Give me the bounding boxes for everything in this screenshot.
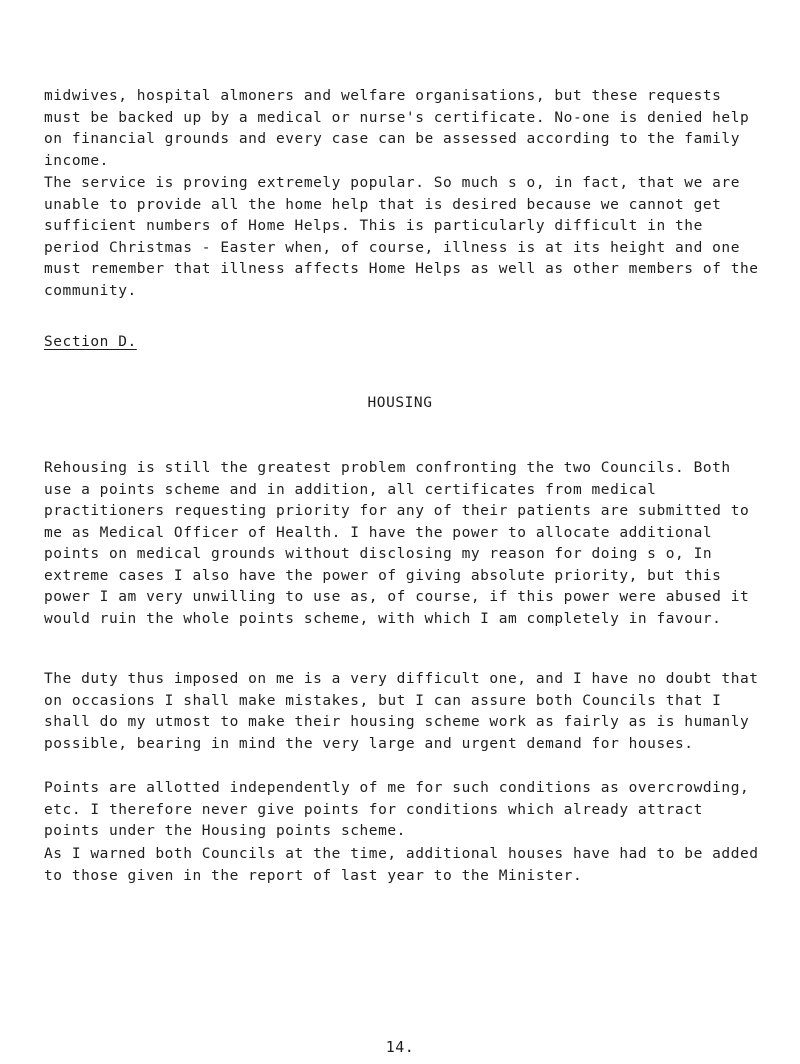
paragraph-duty-imposed: The duty thus imposed on me is a very difficult one, and I have no doubt that on occasions I shall make mistakes, but I can assure both Councils that I shall do my utmost to make their housing scheme work as fairly as is humanly possible, bearing in mind the very large and urgent demand for houses. — [44, 671, 759, 752]
page-number: 14. — [385, 1038, 415, 1056]
paragraph-additional-houses: As I warned both Councils at the time, additional houses have had to be added to those given in the report of last year to the Minister. — [44, 846, 759, 884]
paragraph-welfare-requests: midwives, hospital almoners and welfare organisations, but these requests must be backed up by a medical or nurse's certificate. No-one is denied help on financial grounds and every case can be assessed according to the family income. — [44, 88, 750, 169]
paragraph-rehousing: Rehousing is still the greatest problem confronting the two Councils. Both use a points scheme and in addition, all certificates from medical practitioners requesting priority for any of their patients are submitted to me as Medical Officer of Health. I have the power to allocate additional points on medical grounds without disclosing my reason for doing s o, In extreme cases I also have the power of giving absolute priority, but this power I am very unwilling to use as, of course, if this power were abused it would ruin the whole points scheme, with which I am completely in favour. — [44, 460, 750, 627]
section-heading: Section D. — [44, 334, 137, 350]
paragraph-home-help-service: The service is proving extremely popular. So much s o, in fact, that we are unable to provide all the home help that is desired because we cannot get sufficient numbers of Home Helps. This is particularly difficult in the period Christmas - Easter when, of course, illness is at its height and one must remember that illness affects Home Helps as well as other members of the community. — [44, 175, 759, 299]
paragraph-points-allotted: Points are allotted independently of me for such conditions as overcrowding, etc. I therefore never give points for conditions which already attract points under the Housing points scheme. — [44, 780, 750, 839]
housing-heading: HOUSING — [367, 395, 433, 411]
